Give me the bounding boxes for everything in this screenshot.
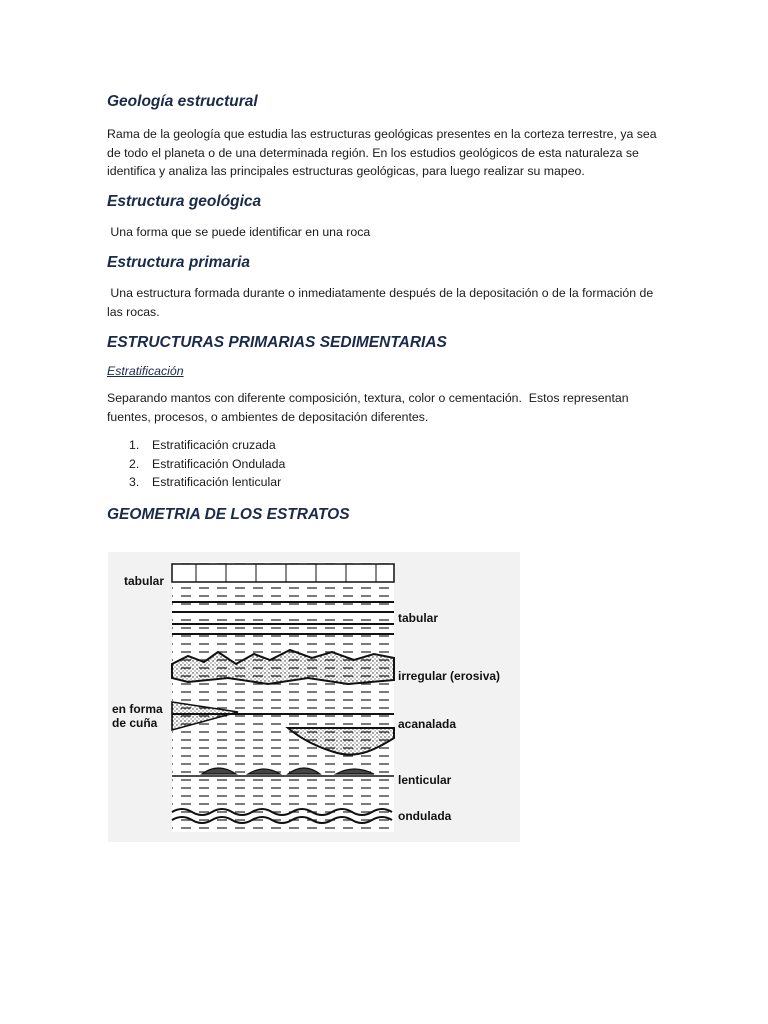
heading-estructura-primaria: Estructura primaria — [107, 254, 250, 271]
label-right-tabular: tabular — [398, 611, 439, 625]
strata-geometry-figure — [108, 552, 520, 842]
estratificacion-list — [107, 436, 667, 492]
label-left-cuna-line2: de cuña — [112, 716, 158, 730]
heading-geometria-estratos: GEOMETRIA DE LOS ESTRATOS — [107, 505, 350, 523]
heading-geologia-estructural: Geología estructural — [107, 93, 258, 110]
paragraph-estructura-geologica: Una forma que se puede identificar en una roca — [107, 224, 371, 239]
strata-diagram — [108, 552, 520, 842]
paragraph-estructura-primaria: Una estructura formada durante o inmediatamente después de la depositación o de la formación de las rocas. — [107, 286, 657, 319]
label-left-tabular: tabular — [124, 574, 165, 588]
document-body — [107, 90, 667, 525]
list-item: 3. Estratificación lenticular — [129, 475, 282, 489]
paragraph-geologia-estructural: Rama de la geología que estudia las estructuras geológicas presentes en la corteza terrestre, ya sea de todo el planeta o de una determinada región. En los estudios geológicos de esta naturaleza se identifica y analiza las principales estructuras geológicas, para luego realizar su mapeo. — [107, 127, 657, 178]
subheading-estratificacion: Estratificación — [107, 364, 184, 378]
list-item: 2. Estratificación Ondulada — [129, 456, 286, 471]
paragraph-estratificacion: Separando mantos con diferente composición, textura, color o cementación. Estos representan fuentes, procesos, o ambientes de depositación diferentes. — [107, 391, 632, 424]
tabular-blocks — [172, 564, 394, 582]
label-right-ondulada: ondulada — [398, 809, 452, 823]
label-right-irregular: irregular (erosiva) — [398, 669, 501, 683]
label-right-lenticular: lenticular — [398, 773, 452, 787]
list-item: 1. Estratificación cruzada — [129, 438, 276, 452]
heading-estructura-geologica: Estructura geológica — [107, 192, 262, 210]
label-right-acanalada: acanalada — [398, 717, 457, 731]
heading-estructuras-primarias-sedimentarias: ESTRUCTURAS PRIMARIAS SEDIMENTARIAS — [107, 334, 447, 351]
label-left-cuna-line1: en forma — [112, 702, 163, 716]
